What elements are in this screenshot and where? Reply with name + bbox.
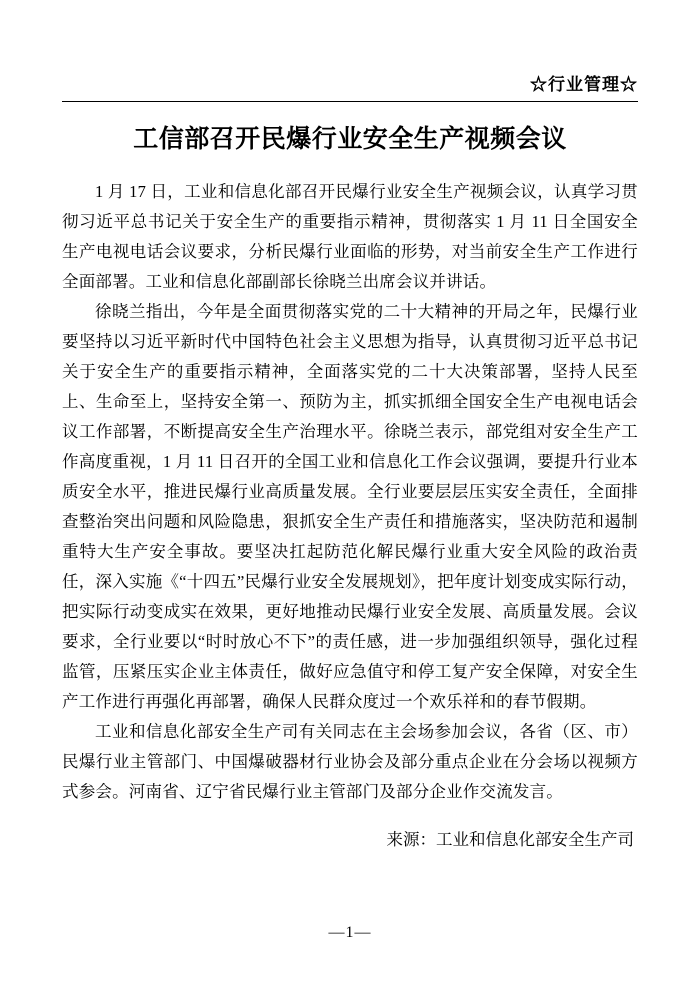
source-attribution: 来源：工业和信息化部安全生产司 xyxy=(386,829,634,849)
paragraph: 1 月 17 日，工业和信息化部召开民爆行业安全生产视频会议，认真学习贯彻习近平总书记关于安全生产的重要指示精神，贯彻落实 1 月 11 日全国安全生产电视电话会议要求，分析民爆行业面临的形势，对当前安全生产工作进行全面部署。工业和信息化部副部长徐晓兰出席会议并讲话。 xyxy=(62,181,638,291)
page-title: 工信部召开民爆行业安全生产视频会议 xyxy=(133,126,567,153)
paragraph: 工业和信息化部安全生产司有关同志在主会场参加会议，各省（区、市）民爆行业主管部门、中国爆破器材行业协会及部分重点企业在分会场以视频方式参会。河南省、辽宁省民爆行业主管部门及部分企业作交流发言。 xyxy=(62,721,638,801)
section-header: ☆行业管理☆ xyxy=(530,75,638,94)
paragraph: 徐晓兰指出，今年是全面贯彻落实党的二十大精神的开局之年，民爆行业要坚持以习近平新时代中国特色社会主义思想为指导，认真贯彻习近平总书记关于安全生产的重要指示精神，全面落实党的二十大决策部署，坚持人民至上、生命至上，坚持安全第一、预防为主，抓实抓细全国安全生产电视电话会议工作部署，不断提高安全生产治理水平。徐晓兰表示，部党组对安全生产工作高度重视，1 月 11 日召开的全国工业和信息化工作会议强调，要提升行业本质安全水平，推进民爆行业高质量发展。全行业要层层压实安全责任，全面排查整治突出问题和风险隐患，狠抓安全生产责任和措施落实，坚决防范和遏制重特大生产安全事故。要坚决扛起防范化解民爆行业重大安全风险的政治责任，深入实施《“十四五”民爆行业安全发展规划》，把年度计划变成实际行动，把实际行动变成实在效果，更好地推动民爆行业安全发展、高质量发展。会议要求，全行业要以“时时放心不下”的责任感，进一步加强组织领导，强化过程监管，压紧压实企业主体责任，做好应急值守和停工复产安全保障，对安全生产工作进行再强化再部署，确保人民群众度过一个欢乐祥和的春节假期。 xyxy=(62,301,638,711)
header-divider xyxy=(62,101,638,102)
page-number: —1— xyxy=(328,924,372,941)
article-body xyxy=(62,177,638,807)
